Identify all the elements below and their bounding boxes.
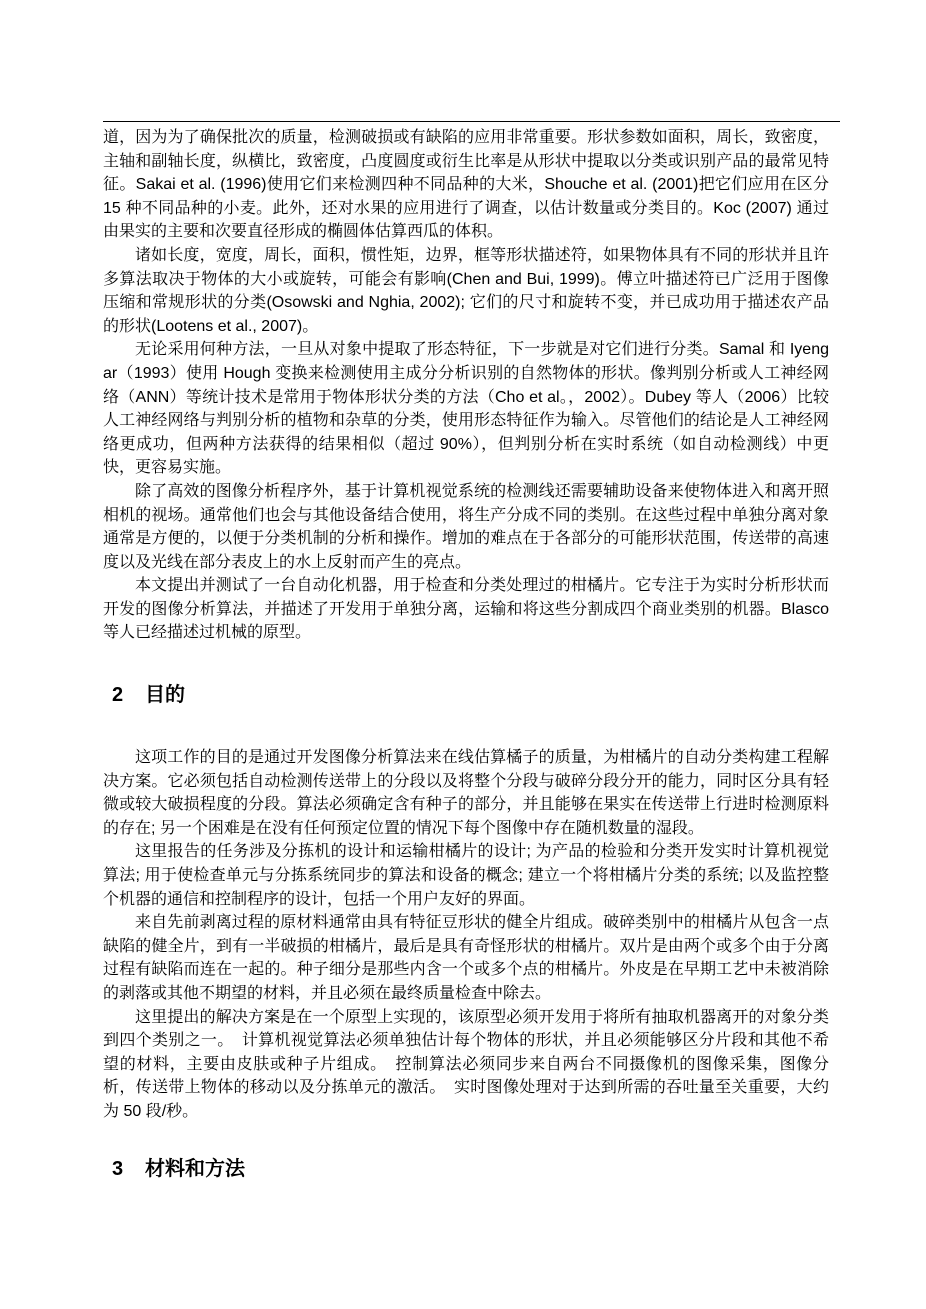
section-title: 材料和方法 [145,1157,245,1180]
section-number: 2 [112,684,124,707]
paragraph-reported-tasks: 这里报告的任务涉及分拣机的设计和运输柑橘片的设计; 为产品的检验和分类开发实时计算机视觉算法; 用于使检查单元与分拣系统同步的算法和设备的概念; 建立一个将柑橘片分类的系统; 以及监控整个机器的通信和控制程序的设计，包括一个用户友好的界面。 [103,843,829,908]
section-number: 3 [112,1157,124,1180]
paragraph-prototype-solution: 这里提出的解决方案是在一个原型上实现的，该原型必须开发用于将所有抽取机器离开的对象分类到四个类别之一。 计算机视觉算法必须单独估计每个物体的形状，并且必须能够区分片段和其他不希望的材料，主要由皮肤或种子片组成。 控制算法必须同步来自两台不同摄像机的图像采集，图像分析，传送带上物体的移动以及分拣单元的激活。 实时图像处理对于达到所需的吞吐量至关重要，大约为 50 段/秒。 [103,1008,829,1120]
paragraph-raw-material: 来自先前剥离过程的原材料通常由具有特征豆形状的健全片组成。破碎类别中的柑橘片从包含一点缺陷的健全片，到有一半破损的柑橘片，最后是具有奇怪形状的柑橘片。双片是由两个或多个由于分离过程有缺陷而连在一起的。种子细分是那些内含一个或多个点的柑橘片。外皮是在早期工艺中未被消除的剥落或其他不期望的材料，并且必须在最终质量检查中除去。 [103,914,829,1002]
paragraph-continuation: 道，因为为了确保批次的质量，检测破损或有缺陷的应用非常重要。形状参数如面积，周长，致密度，主轴和副轴长度，纵横比，致密度，凸度圆度或衍生比率是从形状中提取以分类或识别产品的最常见特征。Sakai et al. (1996)使用它们来检测四种不同品种的大米，Shouche et al. (2001)把它们应用在区分 15 种不同品种的小麦。此外，还对水果的应用进行了调查，以估计数量或分类目的。Koc (2007) 通过由果实的主要和次要直径形成的椭圆体估算西瓜的体积。 [103,129,829,241]
section-title: 目的 [145,684,185,707]
page-header-rule [103,121,840,122]
paragraph-classification-methods: 无论采用何种方法，一旦从对象中提取了形态特征，下一步就是对它们进行分类。Samal 和 Iyengar（1993）使用 Hough 变换来检测使用主成分分析识别的自然物体的形状。像判别分析或人工神经网络（ANN）等统计技术是常用于物体形状分类的方法（Cho et al。，2002）。Dubey 等人（2006）比较人工神经网络与判别分析的植物和杂草的分类，使用形态特征作为输入。尽管他们的结论是人工神经网络更成功，但两种方法获得的结果相似（超过 90%），但判别分析在实时系统（如自动检测线）中更快，更容易实施。 [103,341,829,477]
document-body [103,126,829,1183]
section-heading-materials-methods [103,1156,829,1183]
section-heading-objectives [103,682,829,709]
paragraph-auxiliary-equipment: 除了高效的图像分析程序外，基于计算机视觉系统的检测线还需要辅助设备来使物体进入和离开照相机的视场。通常他们也会与其他设备结合使用，将生产分成不同的类别。在这些过程中单独分离对象通常是方便的，以便于分类机制的分析和操作。增加的难点在于各部分的可能形状范围，传送带的高速度以及光线在部分表皮上的水上反射而产生的亮点。 [103,482,829,571]
paragraph-machine-introduction: 本文提出并测试了一台自动化机器，用于检查和分类处理过的柑橘片。它专注于为实时分析形状而开发的图像分析算法，并描述了开发用于单独分离，运输和将这些分割成四个商业类别的机器。Blasco 等人已经描述过机械的原型。 [103,577,829,642]
paragraph-work-purpose: 这项工作的目的是通过开发图像分析算法来在线估算橘子的质量，为柑橘片的自动分类构建工程解决方案。它必须包括自动检测传送带上的分段以及将整个分段与破碎分段分开的能力，同时区分具有轻微或较大破损程度的分段。算法必须确定含有种子的部分，并且能够在果实在传送带上行进时检测原料的存在; 另一个困难是在没有任何预定位置的情况下每个图像中存在随机数量的湿段。 [103,749,829,837]
paragraph-shape-descriptors: 诸如长度，宽度，周长，面积，惯性矩，边界，框等形状描述符，如果物体具有不同的形状并且许多算法取决于物体的大小或旋转，可能会有影响(Chen and Bui, 1999)。傅立叶描述符已广泛用于图像压缩和常规形状的分类(Osowski and Nghia, 2002); 它们的尺寸和旋转不变，并已成功用于描述农产品的形状(Lootens et al., 2007)。 [103,246,829,335]
